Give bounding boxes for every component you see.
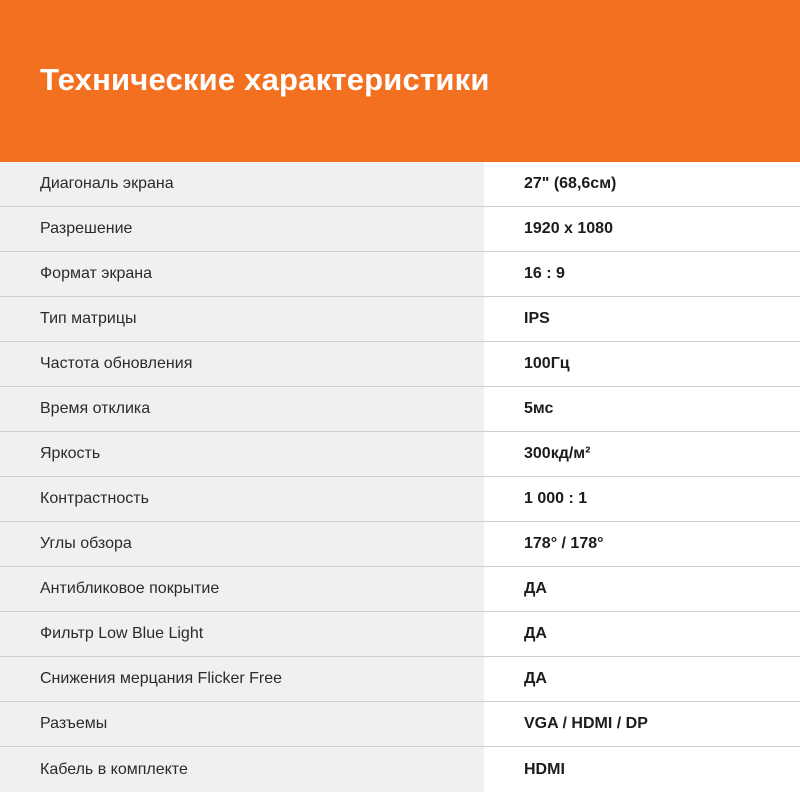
spec-row xyxy=(0,162,800,207)
spec-value: 16 : 9 xyxy=(484,252,800,296)
spec-value: 1920 x 1080 xyxy=(484,207,800,251)
spec-value: ДА xyxy=(484,567,800,611)
spec-label: Разрешение xyxy=(0,207,484,251)
spec-value: HDMI xyxy=(484,747,800,792)
spec-row xyxy=(0,342,800,387)
spec-row xyxy=(0,207,800,252)
spec-row xyxy=(0,252,800,297)
spec-row xyxy=(0,387,800,432)
spec-value: IPS xyxy=(484,297,800,341)
spec-value: 27" (68,6см) xyxy=(484,162,800,206)
spec-row xyxy=(0,522,800,567)
spec-row xyxy=(0,612,800,657)
spec-label: Время отклика xyxy=(0,387,484,431)
spec-value: ДА xyxy=(484,657,800,701)
spec-value: 300кд/м² xyxy=(484,432,800,476)
spec-value: ДА xyxy=(484,612,800,656)
spec-row xyxy=(0,567,800,612)
spec-table xyxy=(0,162,800,800)
spec-label: Яркость xyxy=(0,432,484,476)
spec-value: 178° / 178° xyxy=(484,522,800,566)
spec-row xyxy=(0,297,800,342)
spec-label: Углы обзора xyxy=(0,522,484,566)
spec-label: Антибликовое покрытие xyxy=(0,567,484,611)
spec-row xyxy=(0,477,800,522)
spec-label: Тип матрицы xyxy=(0,297,484,341)
spec-value: 5мс xyxy=(484,387,800,431)
spec-label: Контрастность xyxy=(0,477,484,521)
spec-value: 1 000 : 1 xyxy=(484,477,800,521)
spec-value: VGA / HDMI / DP xyxy=(484,702,800,746)
spec-row xyxy=(0,432,800,477)
spec-label: Формат экрана xyxy=(0,252,484,296)
spec-value: 100Гц xyxy=(484,342,800,386)
spec-label: Частота обновления xyxy=(0,342,484,386)
page-title: Технические характеристики xyxy=(40,62,490,97)
spec-label: Разъемы xyxy=(0,702,484,746)
spec-row xyxy=(0,747,800,792)
spec-label: Кабель в комплекте xyxy=(0,747,484,792)
header-banner xyxy=(0,0,800,162)
spec-label: Диагональ экрана xyxy=(0,162,484,206)
spec-row xyxy=(0,702,800,747)
spec-row xyxy=(0,657,800,702)
spec-label: Снижения мерцания Flicker Free xyxy=(0,657,484,701)
spec-label: Фильтр Low Blue Light xyxy=(0,612,484,656)
